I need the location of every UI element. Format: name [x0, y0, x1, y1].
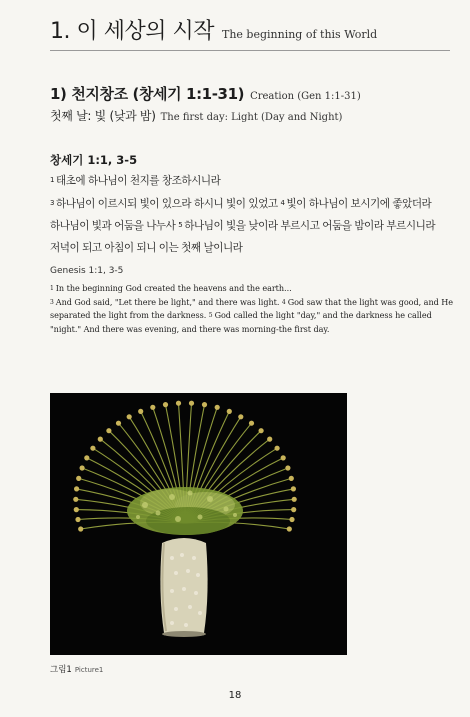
figure-caption-korean: 그림1	[50, 665, 72, 675]
flower-bud	[291, 507, 296, 512]
flower-arrangement-photo	[50, 393, 347, 655]
flower-bud	[138, 409, 143, 414]
day-title-korean: 첫째 날: 빛 (낮과 밤)	[50, 109, 156, 123]
chapter-title-korean: 1. 이 세상의 시작	[50, 19, 214, 44]
verse-number: 5	[178, 221, 183, 229]
flower-bud	[281, 455, 286, 460]
section-title-korean: 1) 천지창조 (창세기 1:1-31)	[50, 85, 245, 103]
flower-bud	[150, 405, 155, 410]
flower-vase-illustration	[50, 393, 347, 655]
section-title-english: Creation (Gen 1:1-31)	[250, 91, 361, 102]
flower-bud	[227, 409, 232, 414]
flower-bud	[287, 526, 292, 531]
verse-line	[50, 282, 455, 296]
chapter-heading	[50, 14, 450, 45]
flower-bud	[202, 402, 207, 407]
verse-text: God saw that the light was good, and He separated the light from the darkness.	[50, 296, 454, 321]
verse-text: 하나님이 빛을 낮이라 부르시고 어둠을 밤이라 부르시니라 저녁이 되고 아침이 되니 이는 첫째 날이니라	[50, 220, 436, 254]
flower-bud	[84, 455, 89, 460]
day-title-english: The first day: Light (Day and Night)	[160, 112, 343, 123]
verse-paragraph	[50, 193, 455, 260]
verse-number: 5	[208, 312, 213, 320]
flower-bud	[80, 465, 85, 470]
flower-bud	[116, 421, 121, 426]
flower-bud	[78, 526, 83, 531]
verse-number: 3	[50, 298, 54, 306]
figure-caption	[50, 663, 103, 675]
flower-bud	[189, 401, 194, 406]
flower-bud	[289, 476, 294, 481]
verse-number: 3	[50, 198, 54, 207]
flower-bud	[259, 428, 264, 433]
english-scripture-reference: Genesis 1:1, 3-5	[50, 266, 124, 276]
verse-text: 하나님이 이르시되 빛이 있으라 하시니 빛이 있었고	[55, 197, 278, 210]
chapter-title-english: The beginning of this World	[221, 28, 378, 41]
flower-bud	[73, 497, 78, 502]
verse-text: 태초에 하나님이 천지를 창조하시니라	[55, 175, 221, 187]
day-heading	[50, 107, 342, 124]
flower-bud	[98, 437, 103, 442]
flower-bud	[291, 486, 296, 491]
korean-scripture-text	[50, 170, 455, 259]
verse-text: And God said, "Let there be light," and there was light.	[55, 296, 280, 307]
flower-bud	[90, 446, 95, 451]
flower-bud	[127, 414, 132, 419]
english-scripture-text	[50, 282, 455, 336]
flower-bud	[249, 421, 254, 426]
flower-bud	[275, 446, 280, 451]
verse-number: 4	[280, 198, 285, 207]
flower-bud	[163, 402, 168, 407]
verse-text: 빛이 하나님이 보시기에 좋았더라 하나님이 빛과 어둠을 나누사	[50, 197, 432, 232]
flower-bud	[285, 465, 290, 470]
flower-bud	[75, 517, 80, 522]
verse-number: 1	[50, 285, 54, 292]
flower-bud	[215, 405, 220, 410]
flower-bud	[267, 437, 272, 442]
section-heading	[50, 83, 361, 104]
flower-bud	[289, 517, 294, 522]
verse-text: God called the light "day," and the darkness he called "night." And there was evening, and there was morning-the first day.	[50, 310, 432, 334]
header-divider	[50, 50, 450, 51]
flower-bud	[106, 428, 111, 433]
flower-bud	[238, 414, 243, 419]
page-number: 18	[228, 690, 242, 701]
flower-bud	[176, 401, 181, 406]
verse-text: In the beginning God created the heavens and the earth...	[55, 283, 292, 293]
flower-bud	[74, 507, 79, 512]
flower-bud	[292, 497, 297, 502]
flower-bud	[76, 476, 81, 481]
flower-bud	[74, 486, 79, 491]
verse-line	[50, 170, 455, 193]
figure-caption-english: Picture1	[74, 666, 104, 674]
verse-number: 4	[281, 298, 286, 306]
korean-scripture-reference: 창세기 1:1, 3-5	[50, 153, 138, 167]
verse-paragraph	[50, 296, 455, 337]
verse-number: 1	[50, 176, 54, 184]
